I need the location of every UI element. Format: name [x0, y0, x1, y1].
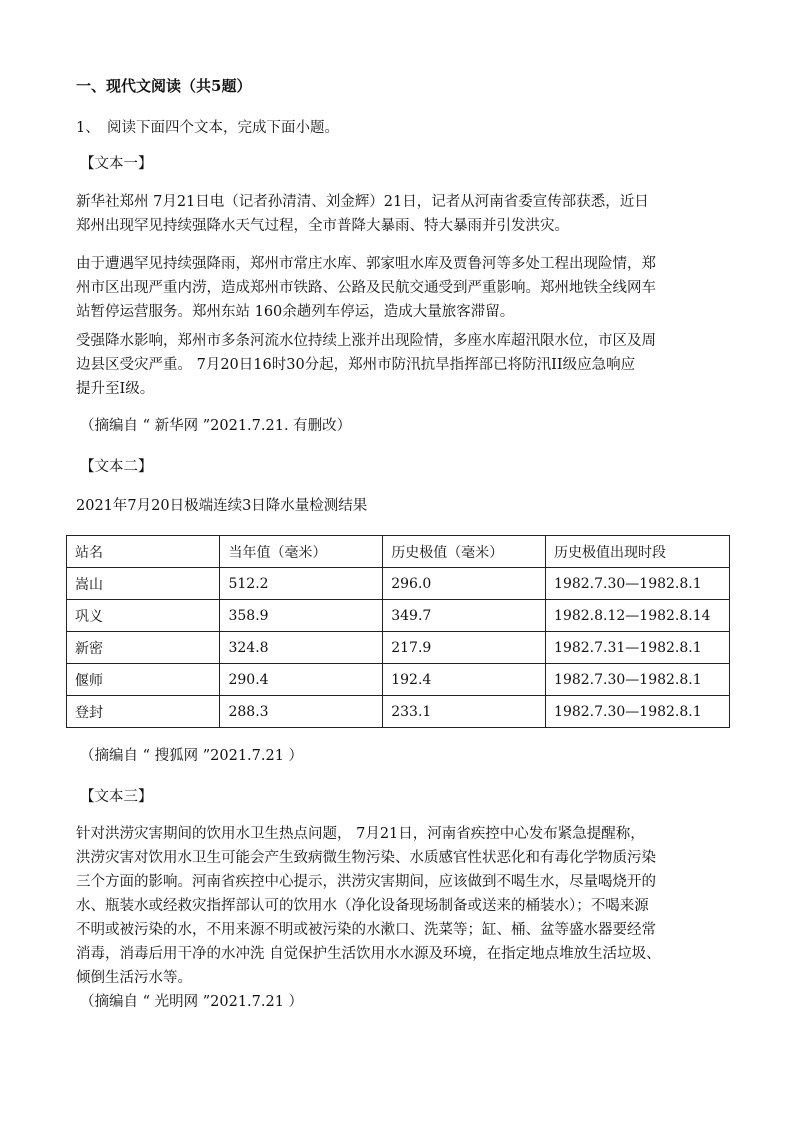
- table-cell: 217.9: [383, 632, 546, 664]
- header-cell: 历史极值出现时段: [546, 536, 730, 568]
- table-cell: 349.7: [383, 600, 546, 632]
- table-row: [67, 568, 730, 600]
- text2-source: （摘编自 “ 搜狐网 ”2021.7.21 ）: [80, 748, 304, 764]
- table-cell: 新密: [67, 632, 220, 664]
- table-cell: 偃师: [67, 664, 220, 696]
- table-cell: 512.2: [220, 568, 383, 600]
- table-cell: 192.4: [383, 664, 546, 696]
- text-line: 新华社郑州 7月21日电（记者孙清清、刘金辉）21日，记者从河南省委宣传部获悉，近日: [76, 194, 649, 210]
- text-line: 边县区受灾严重。 7月20日16时30分起，郑州市防汛抗旱指挥部已将防汛II级应急响应: [76, 357, 636, 373]
- table-cell: 嵩山: [67, 568, 220, 600]
- text2-label: 【文本二】: [80, 459, 153, 475]
- rainfall-table: [66, 535, 730, 728]
- table-cell: 288.3: [220, 696, 383, 728]
- table-cell: 233.1: [383, 696, 546, 728]
- text1-paragraph-3: [76, 329, 724, 401]
- table-cell: 290.4: [220, 664, 383, 696]
- text1-paragraph-1: [76, 190, 724, 238]
- question-prompt: 1、 阅读下面四个文本，完成下面小题。: [76, 120, 339, 136]
- text1-paragraph-2: [76, 252, 724, 324]
- table-row: [67, 664, 730, 696]
- table-cell: 1982.8.12—1982.8.14: [546, 600, 730, 632]
- header-cell: 当年值（毫米）: [220, 536, 383, 568]
- table-caption: 2021年7月20日极端连续3日降水量检测结果: [76, 498, 368, 514]
- text-line: 针对洪涝灾害期间的饮用水卫生热点问题， 7月21日，河南省疾控中心发布紧急提醒称，: [76, 826, 645, 842]
- table-cell: 1982.7.30—1982.8.1: [546, 568, 730, 600]
- text-line: 提升至Ⅰ级。: [76, 381, 155, 397]
- text-line: 站暂停运营服务。郑州东站 160余趟列车停运，造成大量旅客滞留。: [76, 304, 515, 320]
- text-line: 不明或被污染的水，不用来源不明或被污染的水漱口、洗菜等；缸、桶、盆等盛水器要经常: [76, 922, 656, 938]
- header-cell: 站名: [67, 536, 220, 568]
- table-cell: 1982.7.30—1982.8.1: [546, 696, 730, 728]
- text3-label: 【文本三】: [80, 789, 153, 805]
- text-line: 水、瓶装水或经救灾指挥部认可的饮用水（净化设备现场制备或送来的桶装水）；不喝来源: [76, 898, 649, 914]
- table-row: [67, 632, 730, 664]
- text3-source: （摘编自 “ 光明网 ”2021.7.21 ）: [80, 994, 304, 1010]
- table-cell: 296.0: [383, 568, 546, 600]
- text-line: 由于遭遇罕见持续强降雨，郑州市常庄水库、郭家咀水库及贾鲁河等多处工程出现险情，郑: [76, 256, 656, 272]
- table-cell: 1982.7.31—1982.8.1: [546, 632, 730, 664]
- text-line: 消毒，消毒后用干净的水冲洗 自觉保护生活饮用水水源及环境，在指定地点堆放生活垃圾、: [76, 946, 661, 962]
- text-line: 倾倒生活污水等。: [76, 970, 192, 986]
- text1-label: 【文本一】: [80, 156, 153, 172]
- text-line: 洪涝灾害对饮用水卫生可能会产生致病微生物污染、水质感官性状恶化和有毒化学物质污染: [76, 850, 656, 866]
- text-line: 受强降水影响，郑州市多条河流水位持续上涨并出现险情，多座水库超汛限水位，市区及周: [76, 333, 656, 349]
- text-line: 三个方面的影响。河南省疾控中心提示，洪涝灾害期间，应该做到不喝生水，尽量喝烧开的: [76, 874, 656, 890]
- text-line: 州市区出现严重内涝，造成郑州市铁路、公路及民航交通受到严重影响。郑州地铁全线网车: [76, 280, 656, 296]
- table-row: [67, 600, 730, 632]
- header-cell: 历史极值（毫米）: [383, 536, 546, 568]
- section-title: 一、现代文阅读（共5题）: [76, 77, 252, 95]
- table-cell: 1982.7.30—1982.8.1: [546, 664, 730, 696]
- table-cell: 324.8: [220, 632, 383, 664]
- table-cell: 登封: [67, 696, 220, 728]
- text1-source: （摘编自 “ 新华网 ”2021.7.21. 有删改）: [80, 418, 352, 434]
- table-header-row: [67, 536, 730, 568]
- table-row: [67, 696, 730, 728]
- table-cell: 巩义: [67, 600, 220, 632]
- table-cell: 358.9: [220, 600, 383, 632]
- text3-paragraph: [76, 822, 724, 990]
- text-line: 郑州出现罕见持续强降水天气过程，全市普降大暴雨、特大暴雨并引发洪灾。: [76, 218, 569, 234]
